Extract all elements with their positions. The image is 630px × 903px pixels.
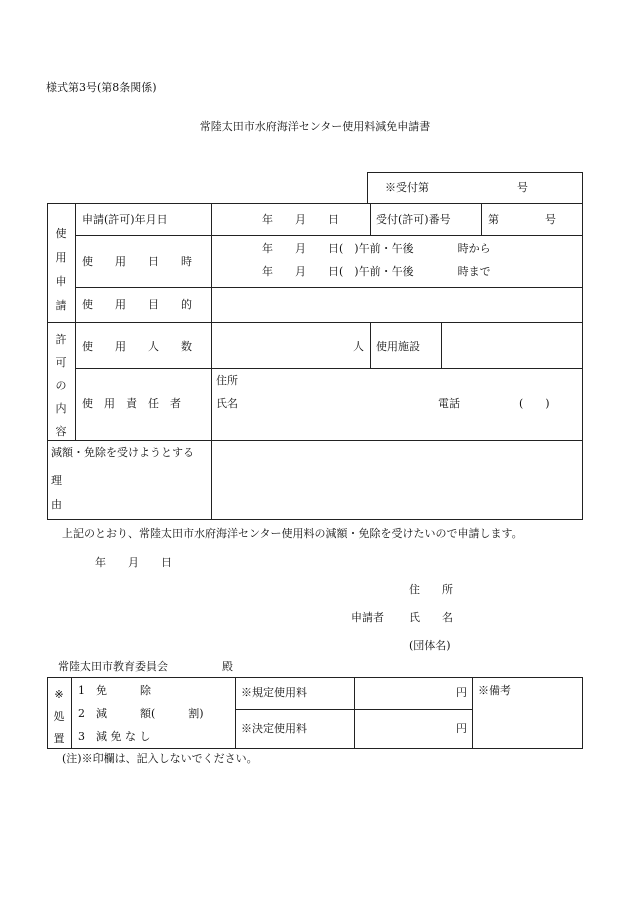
use-count-label: 使 用 人 数 — [82, 340, 192, 353]
use-count-unit: 人 — [353, 340, 364, 353]
disposition-option-2[interactable]: 2 減 額( 割) — [78, 707, 204, 720]
decided-fee-label: ※決定使用料 — [241, 722, 307, 735]
receipt-number-unit: 号 — [545, 213, 556, 226]
receipt-unit: 号 — [517, 181, 528, 194]
responsible-phone-label: 電話 — [438, 397, 460, 410]
use-datetime-from[interactable]: 年 月 日( )午前・午後 時から — [262, 242, 491, 255]
regular-fee-unit: 円 — [456, 686, 467, 699]
responsible-label: 使 用 責 任 者 — [82, 397, 181, 410]
regular-fee-label: ※規定使用料 — [241, 686, 307, 699]
page-title: 常陸太田市水府海洋センター使用料減免申請書 — [199, 120, 431, 133]
receipt-label: ※受付第 — [385, 181, 429, 194]
receipt-number-label: 受付(許可)番号 — [376, 213, 451, 226]
reason-label-yu: 由 — [51, 498, 62, 511]
reason-label: 減額・免除を受けようとする — [51, 446, 194, 459]
application-date-line[interactable]: 年 月 日 — [95, 556, 172, 569]
disposition-option-3[interactable]: 3 減 免 な し — [78, 730, 151, 743]
application-date-value[interactable]: 年 月 日 — [262, 213, 339, 226]
permit-content-side-label: 許 可 の 内 容 — [55, 333, 67, 438]
addressee-org: 常陸太田市教育委員会 — [58, 660, 168, 673]
applicant-role-label: 申請者 — [351, 611, 384, 624]
use-datetime-to[interactable]: 年 月 日( )午前・午後 時まで — [262, 265, 491, 278]
applicant-group-label: (団体名) — [409, 639, 451, 652]
receipt-number-prefix: 第 — [488, 213, 499, 226]
use-purpose-label: 使 用 目 的 — [82, 298, 192, 311]
reason-label-ri: 理 — [51, 474, 62, 487]
disposition-side-label: ※ 処 置 — [53, 688, 65, 745]
use-application-side-label: 使 用 申 請 — [55, 227, 67, 312]
form-number: 様式第3号(第8条関係) — [46, 81, 157, 94]
responsible-name-label: 氏名 — [216, 397, 238, 410]
applicant-name-label: 氏 名 — [409, 611, 453, 624]
responsible-address-label: 住所 — [216, 374, 238, 387]
use-datetime-label: 使 用 日 時 — [82, 255, 192, 268]
responsible-phone-paren: ( ) — [519, 397, 550, 410]
footnote: (注)※印欄は、記入しないでください。 — [62, 752, 258, 765]
addressee-honorific: 殿 — [222, 660, 233, 673]
application-statement: 上記のとおり、常陸太田市水府海洋センター使用料の減額・免除を受けたいので申請します。 — [62, 527, 523, 540]
decided-fee-unit: 円 — [456, 722, 467, 735]
use-facility-label: 使用施設 — [376, 340, 420, 353]
disposition-option-1[interactable]: 1 免 除 — [78, 684, 151, 697]
application-date-label: 申請(許可)年月日 — [82, 213, 168, 226]
remarks-label: ※備考 — [478, 684, 511, 697]
applicant-address-label: 住 所 — [409, 583, 453, 596]
